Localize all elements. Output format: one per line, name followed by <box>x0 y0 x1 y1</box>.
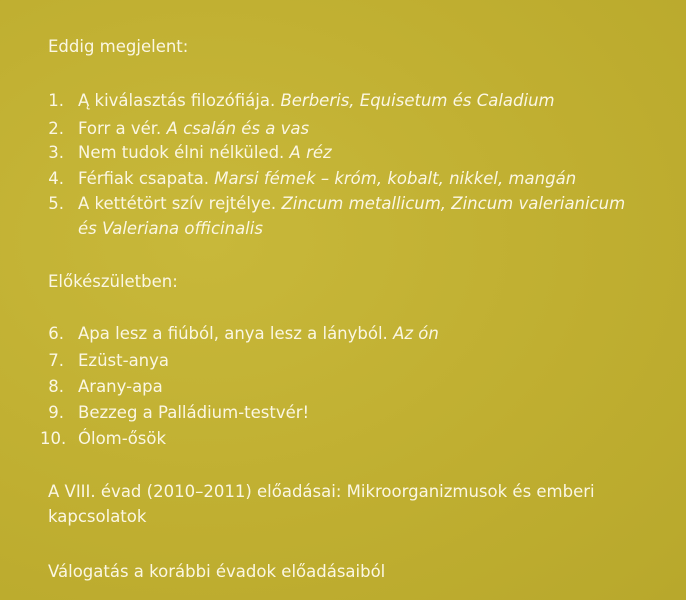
item-number: 5. <box>48 194 64 213</box>
published-heading: Eddig megjelent: <box>48 37 189 56</box>
item-number: 10. <box>40 429 67 448</box>
selection-line: Válogatás a korábbi évadok előadásaiból <box>48 562 386 581</box>
item-text <box>78 119 309 139</box>
item-number: 4. <box>48 169 64 188</box>
item-title: Férfiak csapata. <box>78 169 210 188</box>
item-number: 3. <box>48 143 64 162</box>
item-title: Apa lesz a fiúból, anya lesz a lányból. <box>78 324 388 343</box>
item-number: 8. <box>48 377 64 396</box>
item-text: Bezzeg a Palládium-testvér! <box>78 403 310 422</box>
item-text <box>78 143 332 163</box>
item-number: 1. <box>48 91 64 110</box>
item-number: 2. <box>48 119 64 138</box>
item-subtitle: Zincum metallicum, Zincum valerianicum <box>281 194 626 213</box>
item-text: Ezüst-anya <box>78 351 170 370</box>
item-subtitle-continued: és Valeriana officinalis <box>78 219 263 238</box>
season-line-1: A VIII. évad (2010–2011) előadásai: Mikroorganizmusok és emberi <box>48 482 595 501</box>
item-subtitle: A réz <box>289 143 332 162</box>
item-title: Ą kiválasztás filozófiája. <box>78 91 276 110</box>
item-text <box>78 91 555 111</box>
item-subtitle: A csalán és a vas <box>166 119 310 138</box>
item-number: 9. <box>48 403 64 422</box>
item-text <box>78 169 576 189</box>
item-text <box>78 324 439 344</box>
item-number: 7. <box>48 351 64 370</box>
item-text <box>78 194 625 214</box>
item-subtitle: Az ón <box>393 324 439 343</box>
item-title: A kettétört szív rejtélye. <box>78 194 277 213</box>
season-line-2: kapcsolatok <box>48 507 147 526</box>
item-title: Nem tudok élni nélküled. <box>78 143 285 162</box>
item-text: Ólom-ősök <box>78 429 167 448</box>
item-subtitle: Berberis, Equisetum és Caladium <box>280 91 555 110</box>
upcoming-heading: Előkészületben: <box>48 272 178 291</box>
item-number: 6. <box>48 324 64 343</box>
item-title: Forr a vér. <box>78 119 162 138</box>
item-subtitle: Marsi fémek – króm, kobalt, nikkel, mangán <box>214 169 577 188</box>
item-text: Arany-apa <box>78 377 163 396</box>
